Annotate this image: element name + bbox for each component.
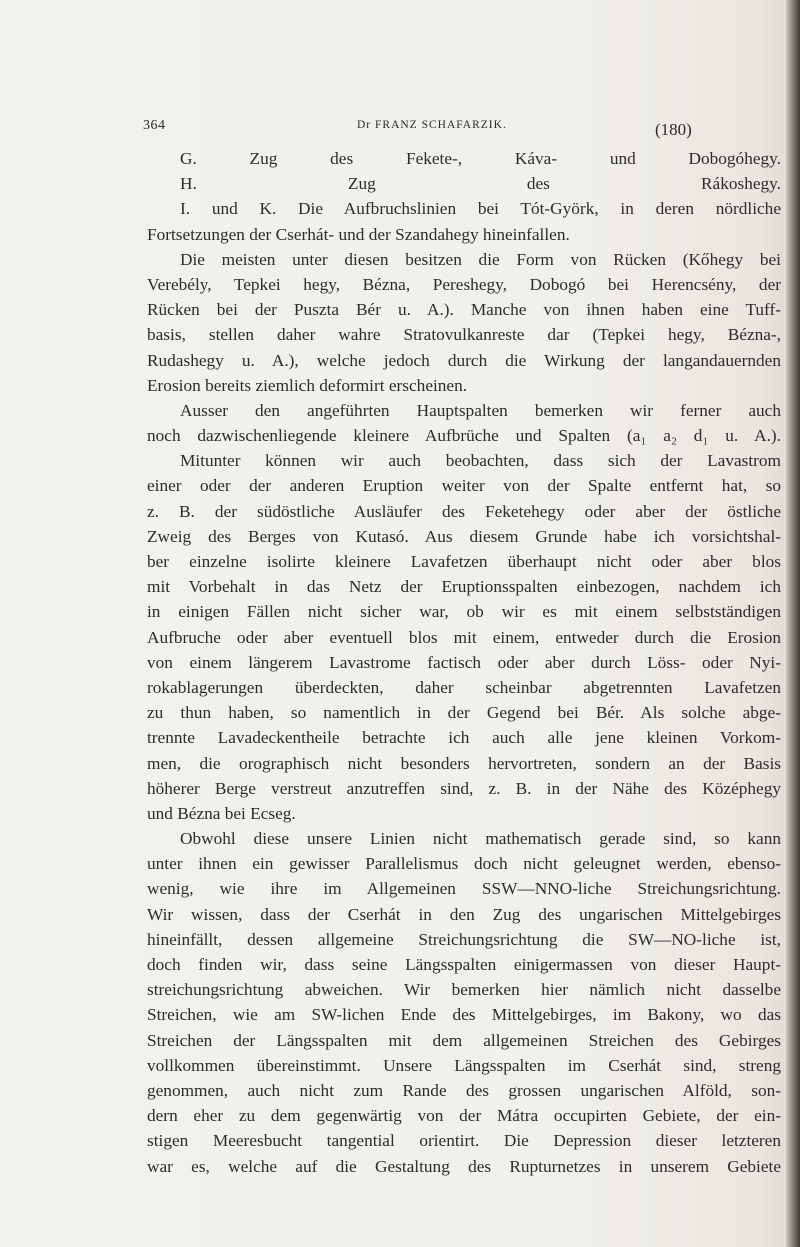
text-line: H. Zug des Rákoshegy.	[180, 174, 781, 194]
page-header	[143, 118, 692, 142]
text-line: G. Zug des Fekete-, Káva- und Dobogóhegy.	[180, 149, 781, 168]
text-line: Wir wissen, dass der Cserhát in den Zug des ungarischen Mittelgebirges	[147, 904, 781, 924]
text-line: und Bézna bei Ecseg.	[147, 803, 296, 823]
text-line: dern eher zu dem gegenwärtig von der Mátra occupirten Gebiete, der ein-	[147, 1106, 781, 1126]
running-head: Dr FRANZ SCHAFARZIK.	[357, 119, 507, 131]
text-line: rokablagerungen überdeckten, daher scheinbar abgetrennten Lavafetzen	[147, 677, 781, 697]
text-line: höherer Berge verstreut anzutreffen sind, z. B. in der Nähe des Középhegy	[147, 778, 781, 798]
text-line: wenig, wie ihre im Allgemeinen SSW—NNO-liche Streichungsrichtung.	[147, 879, 781, 899]
text-line: zu thun haben, so namentlich in der Gegend bei Bér. Als solche abge-	[147, 703, 781, 723]
text-line: Rudashegy u. A.), welche jedoch durch die Wirkung der langandauernden	[147, 350, 781, 370]
text-line: Erosion bereits ziemlich deformirt erscheinen.	[147, 375, 468, 395]
text-line: streichungsrichtung abweichen. Wir bemerken hier nämlich nicht dasselbe	[147, 980, 781, 1000]
text-line: Verebély, Tepkei hegy, Bézna, Pereshegy, Dobogó bei Herencsény, der	[147, 274, 781, 294]
text-line: vollkommen übereinstimmt. Unsere Längsspalten im Cserhát sind, streng	[147, 1055, 781, 1075]
text-line: Die meisten unter diesen besitzen die Form von Rücken (Kőhegy bei	[180, 249, 781, 269]
text-line: Rücken bei der Puszta Bér u. A.). Manche von ihnen haben eine Tuff-	[147, 300, 781, 320]
text-line: Streichen, wie am SW-lichen Ende des Mittelgebirges, im Bakony, wo das	[147, 1005, 781, 1025]
text-line: Aufbruche oder aber eventuell blos mit einem, entweder durch die Erosion	[147, 627, 781, 647]
text-line: basis, stellen daher wahre Stratovulkanreste dar (Tepkei hegy, Bézna-,	[147, 325, 781, 345]
text-line: men, die orographisch nicht besonders hervortreten, sondern an der Basis	[147, 753, 781, 773]
text-line: I. und K. Die Aufbruchslinien bei Tót-Györk, in deren nördliche	[180, 199, 781, 219]
text-line: Streichen der Längsspalten mit dem allgemeinen Streichen des Gebirges	[147, 1030, 781, 1050]
text-line: war es, welche auf die Gestaltung des Rupturnetzes in unserem Gebiete	[147, 1156, 781, 1176]
text-line: Obwohl diese unsere Linien nicht mathematisch gerade sind, so kann	[180, 829, 781, 849]
text-line: einer oder der anderen Eruption weiter von der Spalte entfernt hat, so	[147, 476, 781, 496]
binding-edge	[786, 0, 800, 1247]
section-mark: (180)	[655, 120, 692, 139]
text-line: mit Vorbehalt in das Netz der Eruptionsspalten einbezogen, nachdem ich	[147, 577, 781, 597]
text-line: Fortsetzungen der Cserhát- und der Szandahegy hineinfallen.	[147, 224, 570, 244]
text-line: z. B. der südöstliche Ausläufer des Feketehegy oder aber der östliche	[147, 501, 781, 521]
body-text	[147, 146, 781, 1179]
text-line: von einem längerem Lavastrome factisch oder aber durch Löss- oder Nyi-	[147, 652, 781, 672]
text-line: Mitunter können wir auch beobachten, dass sich der Lavastrom	[180, 451, 781, 471]
text-line: noch dazwischenliegende kleinere Aufbrüche und Spalten (a₁ a₂ d₁ u. A.).	[147, 426, 781, 446]
text-line: hineinfällt, dessen allgemeine Streichungsrichtung die SW—NO-liche ist,	[147, 929, 781, 949]
text-line: genommen, auch nicht zum Rande des grossen ungarischen Alföld, son-	[147, 1080, 781, 1100]
text-line: trennte Lavadeckentheile betrachte ich auch alle jene kleinen Vorkom-	[147, 728, 781, 748]
text-line: doch finden wir, dass seine Längsspalten einigermassen von dieser Haupt-	[147, 955, 781, 974]
text-line: Zweig des Berges von Kutasó. Aus diesem Grunde habe ich vorsichtshal-	[147, 526, 781, 546]
text-line: in einigen Fällen nicht sicher war, ob wir es mit einem selbstständigen	[147, 602, 781, 622]
text-line: unter ihnen ein gewisser Parallelismus doch nicht geleugnet werden, ebenso-	[147, 854, 781, 874]
page-number: 364	[143, 118, 166, 133]
text-line: ber einzelne isolirte kleinere Lavafetzen überhaupt nicht oder aber blos	[147, 552, 781, 571]
text-line: stigen Meeresbucht tangential orientirt. Die Depression dieser letzteren	[147, 1131, 781, 1151]
text-line: Ausser den angeführten Hauptspalten bemerken wir ferner auch	[180, 400, 781, 420]
